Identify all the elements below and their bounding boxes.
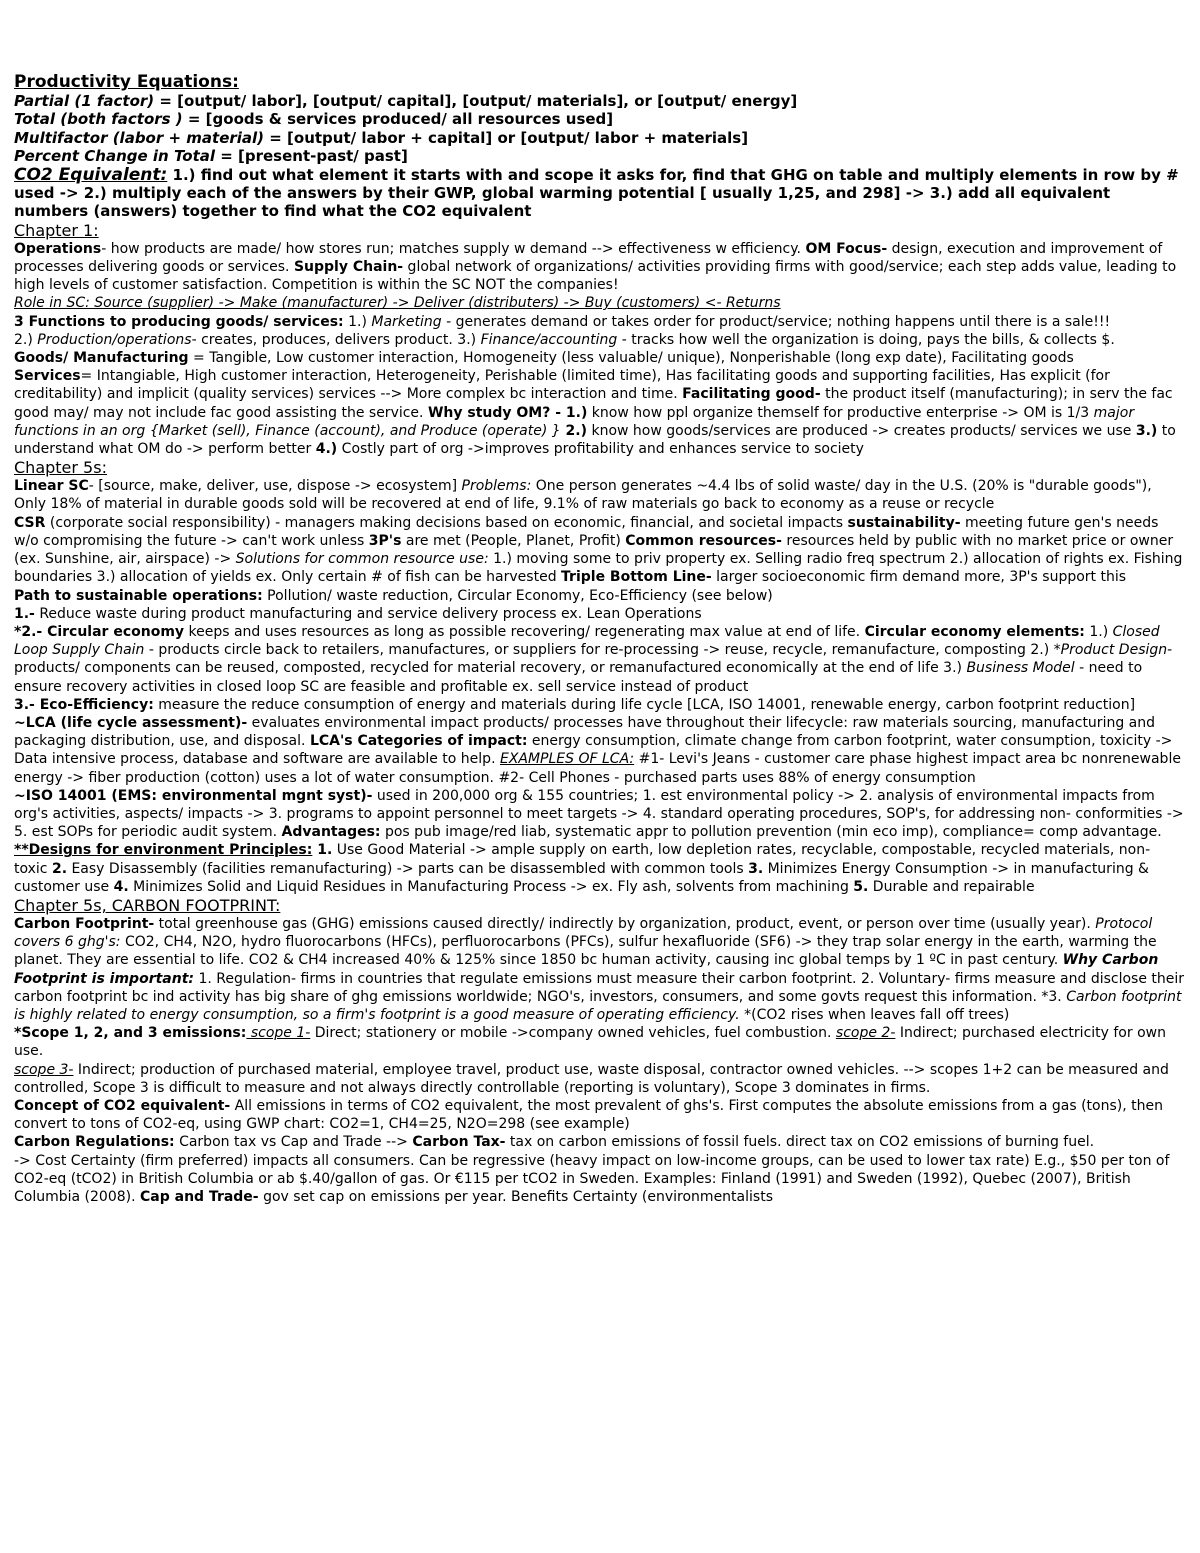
partial-factor-line: Partial (1 factor) = [output/ labor], [output/ capital], [output/ materials], or [output/ energy] bbox=[14, 92, 798, 110]
co2-equivalent-concept-paragraph: Concept of CO2 equivalent- All emissions in terms of CO2 equivalent, the most prevalent of ghs's. First computes the absolute emissions from a gas (tons), then convert to tons of CO2-eq, using GWP chart: CO2=1, CH4=25, N2O=298 (see example) bbox=[14, 1097, 1163, 1133]
co2-equivalent-paragraph: CO2 Equivalent: 1.) find out what element it starts with and scope it asks for, find that GHG on table and multiply elements in row by # used -> 2.) multiply each of the answers by their GWP, global warming potential [ usually 1,25, and 298] -> 3.) add all equivalent numbers (answers) together to find what the CO2 equivalent bbox=[14, 164, 1179, 221]
document-page bbox=[14, 72, 1186, 1206]
scope-3-paragraph: scope 3- Indirect; production of purchased material, employee travel, product use, waste disposal, contractor owned vehicles. --> scopes 1+2 can be measured and controlled, Scope 3 is difficult to measure and not always directly controllable (reporting is voluntary), Scope 3 dominates in firms. bbox=[14, 1061, 1169, 1096]
csr-paragraph: CSR (corporate social responsibility) - managers making decisions based on economic, financial, and societal impacts sustainability- meeting future gen's needs w/o compromising the future -> can't work unless 3P's are met (People, Planet, Profit) Common resources- resources held by public with no market price or owner (ex. Sunshine, air, airspace) -> Solutions for common resource use: 1.) moving some to priv property ex. Selling radio freq spectrum 2.) allocation of rights ex. Fishing boundaries 3.) allocation of yields ex. Only certain # of fish can be harvested Triple Bottom Line- larger socioeconomic firm demand more, 3P's support this bbox=[14, 514, 1183, 586]
cost-certainty-paragraph: -> Cost Certainty (firm preferred) impacts all consumers. Can be regressive (heavy impact on low-income groups, can be used to lower tax rate) E.g., $50 per ton of CO2-eq (tCO2) in British Columbia or ab $.40/gallon of gas. Or €115 per tCO2 in Sweden. Examples: Finland (1991) and Sweden (1992), Quebec (2007), British Columbia (2008). Cap and Trade- gov set cap on emissions per year. Benefits Certainty (environmentalists bbox=[14, 1152, 1170, 1205]
productivity-title: Productivity Equations: bbox=[14, 72, 239, 92]
multifactor-line: Multifactor (labor + material) = [output/ labor + capital] or [output/ labor + materials] bbox=[14, 128, 749, 147]
operations-paragraph: Operations- how products are made/ how stores run; matches supply w demand --> effectiveness w efficiency. OM Focus- design, execution and improvement of processes delivering goods or services. Supply Chain- global network of organizations/ activities providing firms with good/service; each step adds value, leading to high levels of customer satisfaction. Competition is within the SC NOT the companies! bbox=[14, 240, 1177, 294]
iso-14001-paragraph: ~ISO 14001 (EMS: environmental mgnt syst)- used in 200,000 org & 155 countries; 1. est environmental policy -> 2. analysis of environmental impacts from org's activities, aspects/ impacts -> 3. programs to appoint personnel to meet targets -> 4. standard operating procedures, SOP's, for addressing non- conformities -> bbox=[14, 787, 1184, 822]
reduce-waste-line: 1.- Reduce waste during product manufacturing and service delivery process ex. Lean Operations bbox=[14, 605, 702, 622]
percent-change-line: Percent Change in Total = [present-past/ past] bbox=[14, 147, 408, 166]
design-for-environment-paragraph: **Designs for environment Principles: 1. Use Good Material -> ample supply on earth, low depletion rates, recyclable, compostable, recycled materials, non- toxic 2. Easy Disassembly (facilities remanufacturing) -> parts can be disassembled with common tools 3. Minimizes Energy Consumption -> in manufacturing & customer use 4. Minimizes Solid and Liquid Residues in Manufacturing Process -> ex. Fly ash, solvents from machining 5. Durable and repairable bbox=[14, 842, 1151, 895]
goods-manufacturing-paragraph: Goods/ Manufacturing = Tangible, Low customer interaction, Homogeneity (less valuable/ unique), Nonperishable (long exp date), Facilitating goods bbox=[14, 350, 1074, 367]
role-in-sc-line: Role in SC: Source (supplier) -> Make (manufacturer) -> Deliver (distributers) -> Buy (customers) <- Returns bbox=[14, 295, 781, 312]
three-functions-paragraph: 3 Functions to producing goods/ services: 1.) Marketing - generates demand or takes order for product/service; nothing happens until there is a sale!!! bbox=[14, 313, 1111, 330]
chapter-1-heading: Chapter 1: bbox=[14, 220, 99, 240]
chapter-5s-heading: Chapter 5s: bbox=[14, 458, 107, 478]
linear-sc-paragraph: Linear SC- [source, make, deliver, use, dispose -> ecosystem] Problems: One person generates ~4.4 lbs of solid waste/ day in the U.S. (20% is "durable goods"), Only 18% of material in durable goods sold will be recovered at end of life, 9.1% of raw materials go back to economy as a reuse or recycle bbox=[14, 478, 1152, 513]
carbon-regulations-paragraph: Carbon Regulations: Carbon tax vs Cap and Trade --> Carbon Tax- tax on carbon emissions of fossil fuels. direct tax on CO2 emissions of burning fuel. bbox=[14, 1134, 1095, 1151]
carbon-footprint-paragraph: Carbon Footprint- total greenhouse gas (GHG) emissions caused directly/ indirectly by organization, product, event, or person over time (usually year). Protocol covers 6 ghg's: CO2, CH4, N2O, hydro fluorocarbons (HFCs), perfluorocarbons (PFCs), sulfur hexafluoride (SF6) -> they trap solar energy in the earth, warming the planet. They are essential to life. CO2 & CH4 increased 40% & 125% since 1850 bc human activity, causing inc global temps by 1 ºC in past century. Why Carbon Footprint is important: 1. Regulation- firms in countries that regulate emissions must measure their carbon footprint. 2. Voluntary- firms measure and disclose their carbon footprint bc ind activity has big share of ghg emissions worldwide; NGO's, investors, consumers, and some govts request this information. *3. Carbon footprint is highly related to energy consumption, so a firm's footprint is a good measure of operating efficiency. *(CO2 rises when leaves fall off trees) bbox=[14, 915, 1185, 1023]
eco-efficiency-paragraph: 3.- Eco-Efficiency: measure the reduce consumption of energy and materials during life cycle [LCA, ISO 14001, renewable energy, carbon footprint reduction] bbox=[14, 696, 1136, 713]
total-factor-line: Total (both factors ) = [goods & services produced/ all resources used] bbox=[14, 110, 614, 129]
path-sustainable-line: Path to sustainable operations: Pollution/ waste reduction, Circular Economy, Eco-Efficiency (see below) bbox=[14, 587, 773, 604]
services-paragraph: Services= Intangiable, High customer interaction, Heterogeneity, Perishable (limited time), Has facilitating goods and supporting facilities, Has explicit (for creditability) and implicit (quality services) services --> More complex bc interaction and time. Facilitating good- the product itself (manufacturing); in serv the fac good may/ may not include fac good assisting the service. Why study OM? - 1.) know how ppl organize themself for productive enterprise -> OM is 1/3 major functions in an org {Market (sell), Finance (account), and Produce (operate) } 2.) know how goods/services are produced -> creates products/ services we use 3.) to understand what OM do -> perform better 4.) Costly part of org ->improves profitability and enhances service to society bbox=[14, 368, 1176, 458]
iso-advantages-paragraph: 5. est SOPs for periodic audit system. Advantages: pos pub image/red liab, systematic appr to pollution prevention (min eco imp), compliance= comp advantage. bbox=[14, 824, 1162, 841]
lca-paragraph: ~LCA (life cycle assessment)- evaluates environmental impact products/ processes have throughout their lifecycle: raw materials sourcing, manufacturing and packaging distribution, use, and disposal. LCA's Categories of impact: energy consumption, climate change from carbon footprint, water consumption, toxicity -> Data intensive process, database and software are available to help. EXAMPLES OF LCA: #1- Levi's Jeans - customer care phase highest impact area bc nonrenewable energy -> fiber production (cotton) uses a lot of water consumption. #2- Cell Phones - purchased parts uses 88% of energy consumption bbox=[14, 714, 1181, 786]
carbon-footprint-heading: Chapter 5s, CARBON FOOTPRINT: bbox=[14, 895, 281, 915]
functions-continued-paragraph: 2.) Production/operations- creates, produces, delivers product. 3.) Finance/accounting - tracks how well the organization is doing, pays the bills, & collects $. bbox=[14, 331, 1115, 348]
circular-economy-paragraph: *2.- Circular economy keeps and uses resources as long as possible recovering/ regenerating max value at end of life. Circular economy elements: 1.) Closed Loop Supply Chain - products circle back to retailers, manufactures, or suppliers for re-processing -> reuse, recycle, remanufacture, composting 2.) *Product Design-products/ components can be reused, composted, recycled for material recovery, or remanufactured economically at the end of life 3.) Business Model - need to ensure recovery activities in closed loop SC are feasible and profitable ex. sell service instead of product bbox=[14, 623, 1173, 695]
scope-emissions-paragraph: *Scope 1, 2, and 3 emissions: scope 1- Direct; stationery or mobile ->company owned vehicles, fuel combustion. scope 2- Indirect; purchased electricity for own use. bbox=[14, 1025, 1166, 1060]
